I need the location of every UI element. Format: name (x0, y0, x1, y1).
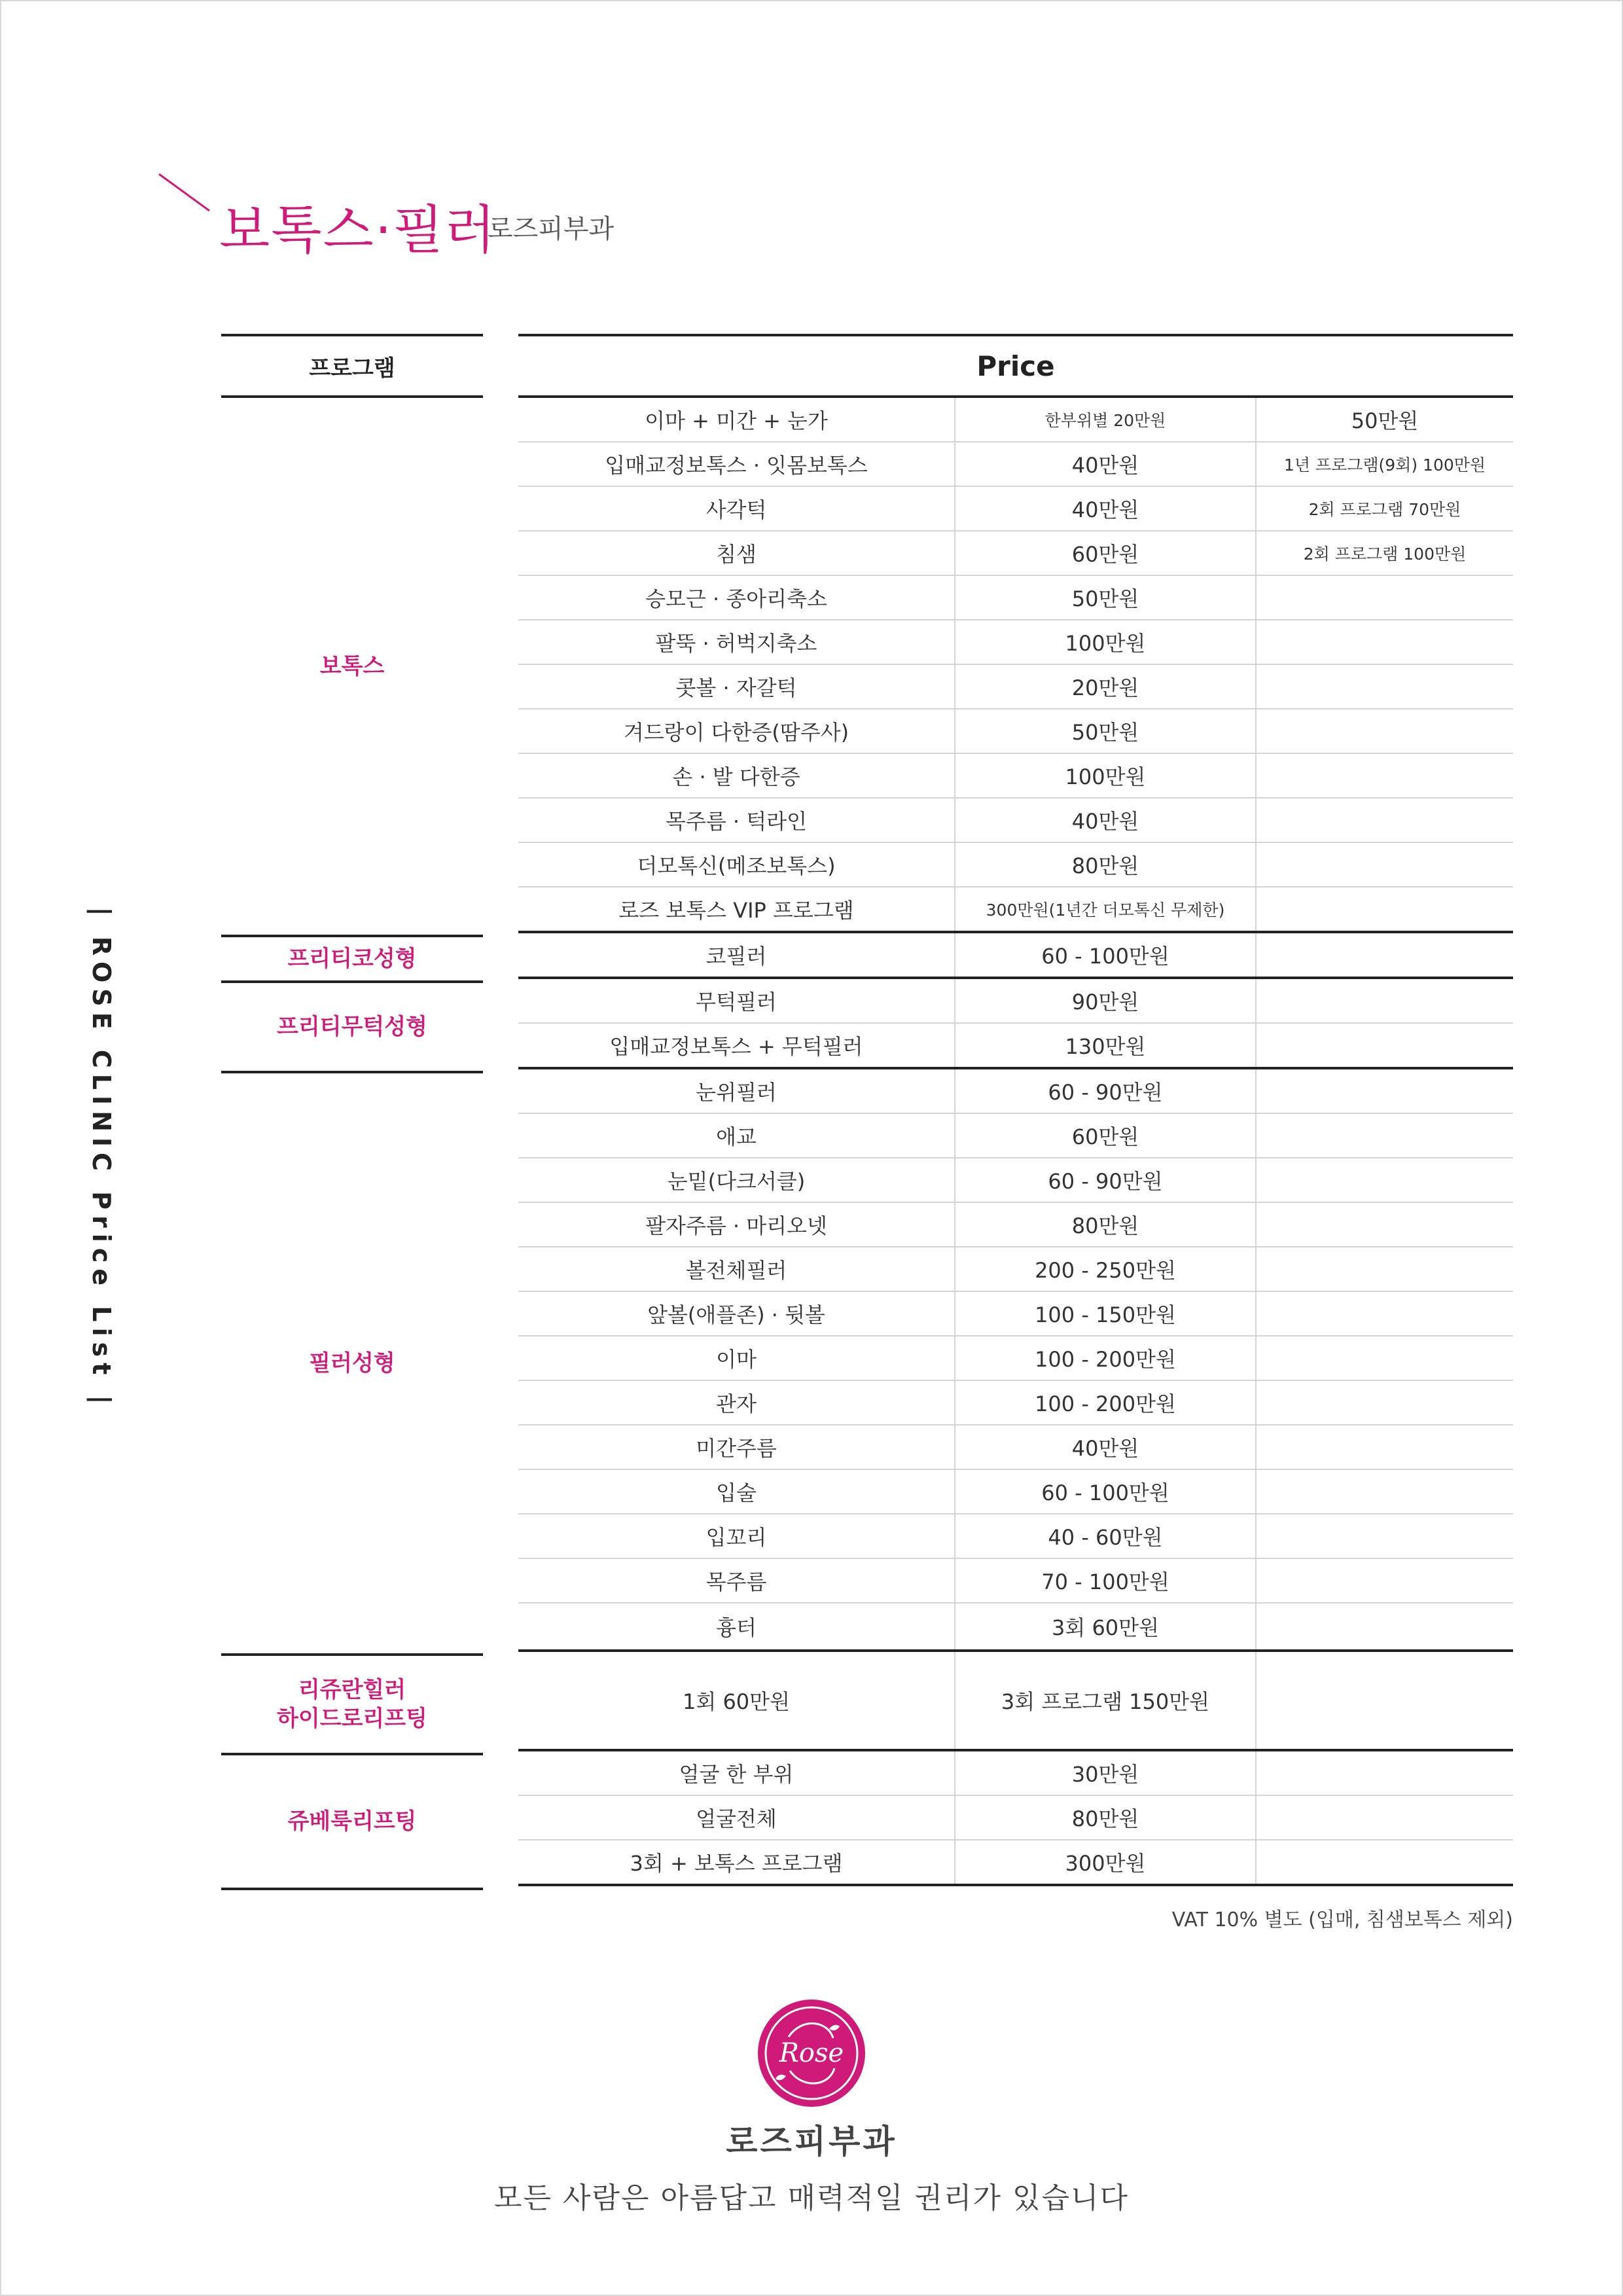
extra-cell (1257, 1292, 1513, 1335)
item-cell: 침샘 (518, 531, 955, 575)
price-cell: 60만원 (955, 531, 1257, 575)
table-row (518, 798, 1513, 843)
table-row (518, 1247, 1513, 1292)
header-program: 프로그램 (221, 334, 483, 398)
price-cell: 70 - 100만원 (955, 1559, 1257, 1602)
side-label: | ROSE CLINIC Price List | (87, 906, 116, 1410)
table-row (518, 487, 1513, 531)
category-label: 필러성형 (309, 1350, 395, 1376)
item-cell: 더모톡신(메조보톡스) (518, 843, 955, 886)
table-row (518, 1024, 1513, 1069)
item-cell: 눈밑(다크서클) (518, 1158, 955, 1202)
extra-cell (1257, 1247, 1513, 1291)
brand-name: 로즈피부과 (726, 2123, 897, 2161)
extra-cell (1257, 1381, 1513, 1424)
price-cell: 300만원 (955, 1840, 1257, 1884)
table-row (518, 1652, 1513, 1751)
table-row (518, 1796, 1513, 1840)
category-label: 보톡스 (319, 653, 385, 679)
price-cell: 40만원 (955, 1426, 1257, 1469)
category-label: 프리티코성형 (287, 945, 417, 972)
table-row (518, 1292, 1513, 1336)
title-accent-line (0, 0, 223, 223)
extra-cell: 2회 프로그램 70만원 (1308, 500, 1461, 519)
item-cell: 팔뚝 · 허벅지축소 (518, 620, 955, 664)
extra-cell (1257, 1336, 1513, 1380)
item-cell: 겨드랑이 다한증(땀주사) (518, 709, 955, 753)
extra-cell (1257, 979, 1513, 1022)
item-cell: 볼전체필러 (518, 1247, 955, 1291)
price-cell: 3회 60만원 (955, 1604, 1257, 1649)
vat-note: VAT 10% 별도 (입매, 침샘보톡스 제외) (1171, 1909, 1513, 1931)
category-nose (221, 937, 483, 983)
extra-cell (1257, 1840, 1513, 1884)
extra-cell (1257, 1069, 1513, 1113)
price-cell: 40만원 (955, 487, 1257, 530)
item-cell: 얼굴 한 부위 (518, 1751, 955, 1795)
price-cell: 60 - 100만원 (955, 933, 1257, 977)
extra-cell (1257, 1652, 1513, 1749)
table-row (518, 1426, 1513, 1470)
price-cell: 한부위별 20만원 (955, 398, 1257, 441)
item-cell: 입술 (518, 1470, 955, 1513)
extra-cell (1257, 1604, 1513, 1649)
extra-cell (1257, 1158, 1513, 1202)
item-cell: 목주름 (518, 1559, 955, 1602)
price-cell: 80만원 (955, 1796, 1257, 1839)
table-row (518, 1069, 1513, 1114)
extra-cell (1257, 1751, 1513, 1795)
table-row (518, 1381, 1513, 1426)
extra-cell (1257, 798, 1513, 842)
table-row (518, 1751, 1513, 1796)
extra-cell (1257, 1114, 1513, 1157)
price-cell: 20만원 (955, 665, 1257, 708)
table-row (518, 442, 1513, 487)
item-cell: 입매교정보톡스 + 무턱필러 (518, 1024, 955, 1067)
item-cell: 앞볼(애플존) · 뒷볼 (518, 1292, 955, 1335)
table-row (518, 888, 1513, 933)
item-cell: 입매교정보톡스 · 잇몸보톡스 (518, 442, 955, 486)
table-row (518, 1604, 1513, 1652)
extra-cell (1257, 576, 1513, 619)
price-cell: 50만원 (955, 576, 1257, 619)
table-row (518, 576, 1513, 620)
item-cell: 이마 + 미간 + 눈가 (518, 398, 955, 441)
price-cell: 40만원 (955, 798, 1257, 842)
price-cell: 300만원(1년간 더모톡신 무제한) (955, 888, 1257, 931)
extra-cell (1257, 754, 1513, 797)
item-cell: 손 · 발 다한증 (518, 754, 955, 797)
table-row (518, 1559, 1513, 1604)
item-cell: 미간주름 (518, 1426, 955, 1469)
price-cell: 90만원 (955, 979, 1257, 1022)
item-cell: 목주름 · 턱라인 (518, 798, 955, 842)
extra-cell: 50만원 (1351, 408, 1419, 433)
price-cell: 100 - 200만원 (955, 1381, 1257, 1424)
price-cell: 40 - 60만원 (955, 1515, 1257, 1558)
price-cell: 100만원 (955, 620, 1257, 664)
item-cell: 입꼬리 (518, 1515, 955, 1558)
table-row (518, 843, 1513, 888)
table-row (518, 933, 1513, 979)
item-cell: 3회 + 보톡스 프로그램 (518, 1840, 955, 1884)
extra-cell (1257, 1470, 1513, 1513)
item-cell: 애교 (518, 1114, 955, 1157)
rose-logo (756, 1998, 867, 2109)
table-row (518, 398, 1513, 442)
item-cell: 무턱필러 (518, 979, 955, 1022)
item-cell: 팔자주름 · 마리오넷 (518, 1203, 955, 1246)
slogan: 모든 사람은 아름답고 매력적일 권리가 있습니다 (493, 2181, 1129, 2215)
category-filler (221, 1073, 483, 1656)
extra-cell (1257, 1559, 1513, 1602)
price-cell: 200 - 250만원 (955, 1247, 1257, 1291)
page-title: 보톡스·필러 (219, 200, 497, 260)
category-label: 프리티무턱성형 (277, 1013, 427, 1040)
price-cell: 60 - 90만원 (955, 1069, 1257, 1113)
item-cell: 눈위필러 (518, 1069, 955, 1113)
price-cell: 50만원 (955, 709, 1257, 753)
extra-cell (1257, 665, 1513, 708)
extra-cell (1257, 1203, 1513, 1246)
category-juvelook (221, 1755, 483, 1890)
price-cell: 30만원 (955, 1751, 1257, 1795)
item-cell: 얼굴전체 (518, 1796, 955, 1839)
table-row (518, 1515, 1513, 1559)
category-label: 리쥬란힐러 (298, 1676, 406, 1703)
item-cell: 승모근 · 종아리축소 (518, 576, 955, 619)
price-cell: 100만원 (955, 754, 1257, 797)
category-botox (221, 398, 483, 937)
extra-cell (1257, 620, 1513, 664)
extra-cell (1257, 1515, 1513, 1558)
table-row (518, 665, 1513, 709)
extra-cell (1257, 1796, 1513, 1839)
price-cell: 80만원 (955, 843, 1257, 886)
category-chin (221, 983, 483, 1073)
extra-cell: 1년 프로그램(9회) 100만원 (1283, 456, 1486, 475)
extra-cell (1257, 1024, 1513, 1067)
extra-cell (1257, 843, 1513, 886)
table-row (518, 1203, 1513, 1247)
extra-cell (1257, 933, 1513, 977)
item-cell: 로즈 보톡스 VIP 프로그램 (518, 888, 955, 931)
logo-text: Rose (779, 2038, 844, 2068)
price-cell: 60만원 (955, 1114, 1257, 1157)
table-row (518, 620, 1513, 665)
extra-cell (1257, 1426, 1513, 1469)
category-label: 하이드로리프팅 (277, 1706, 427, 1732)
table-row (518, 1840, 1513, 1886)
table-row (518, 979, 1513, 1024)
category-rejuran (221, 1656, 483, 1755)
item-cell: 흉터 (518, 1604, 955, 1649)
header-price: Price (518, 334, 1513, 398)
item-cell: 1회 60만원 (518, 1652, 955, 1749)
price-cell: 3회 프로그램 150만원 (955, 1652, 1257, 1749)
extra-cell: 2회 프로그램 100만원 (1303, 545, 1467, 564)
category-column (221, 398, 483, 1890)
table-row (518, 709, 1513, 754)
table-row (518, 1336, 1513, 1381)
item-cell: 관자 (518, 1381, 955, 1424)
price-cell: 80만원 (955, 1203, 1257, 1246)
price-cell: 130만원 (955, 1024, 1257, 1067)
item-cell: 사각턱 (518, 487, 955, 530)
price-cell: 60 - 90만원 (955, 1158, 1257, 1202)
item-cell: 코필러 (518, 933, 955, 977)
price-cell: 60 - 100만원 (955, 1470, 1257, 1513)
extra-cell (1257, 709, 1513, 753)
side-label-text: ROSE CLINIC Price List (87, 936, 116, 1381)
table-row (518, 1470, 1513, 1515)
table-row (518, 531, 1513, 576)
table-row (518, 754, 1513, 798)
table-row (518, 1114, 1513, 1158)
item-cell: 콧볼 · 자갈턱 (518, 665, 955, 708)
price-cell: 100 - 150만원 (955, 1292, 1257, 1335)
price-cell: 40만원 (955, 442, 1257, 486)
table-row (518, 1158, 1513, 1203)
page-subtitle: 로즈피부과 (488, 214, 615, 244)
extra-cell (1257, 888, 1513, 931)
category-label: 쥬베룩리프팅 (287, 1808, 417, 1835)
price-cell: 100 - 200만원 (955, 1336, 1257, 1380)
price-table (518, 398, 1513, 1886)
item-cell: 이마 (518, 1336, 955, 1380)
